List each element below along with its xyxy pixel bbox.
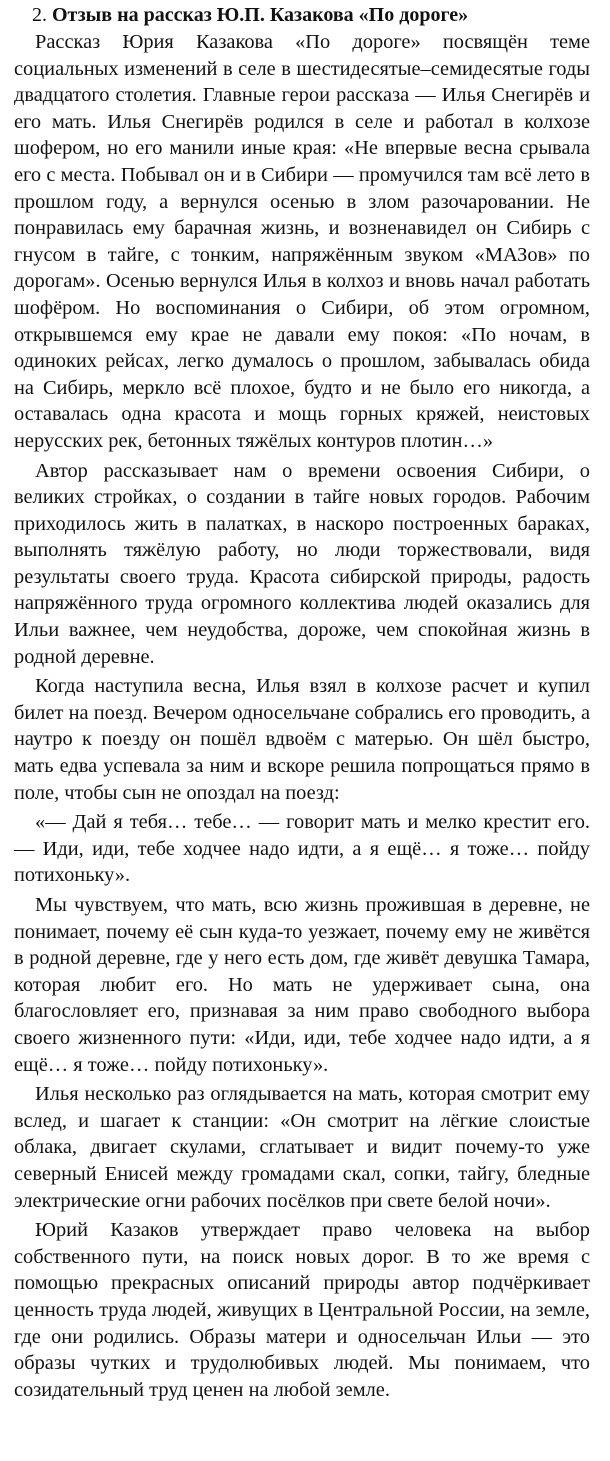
heading-title: Отзыв на рассказ Ю.П. Казакова «По дороге» <box>52 4 469 26</box>
heading-number: 2. <box>32 4 47 26</box>
paragraph-spring: Когда наступила весна, Илья взял в колхозе расчет и купил билет на поезд. Вечером односельчане собрались его проводить, а наутро к поезду он пошёл вдвоём с матерью. Он шёл быстро, мать едва успевала за ним и вскоре решила попрощаться прямо в поле, чтобы сын не опоздал на поезд: <box>14 675 590 804</box>
document-page <box>0 2 610 1461</box>
paragraph-conclusion: Юрий Казаков утверждает право человека на выбор собственного пути, на поиск новых дорог. В то же время с помощью прекрасных описаний природы автор подчёркивает ценность труда людей, живущих в Центральной России, на земле, где они родились. Образы матери и односельчан Ильи — это образы чутких и трудолюбивых людей. Мы понимаем, что созидательный труд ценен на любой земле. <box>14 1219 590 1401</box>
paragraph-intro: Рассказ Юрия Казакова «По дороге» посвящён теме социальных изменений в селе в шестидесятые–семидесятые годы двадцатого столетия. Главные герои рассказа — Илья Снегирёв и его мать. Илья Снегирёв родился в селе и работал в колхозе шофером, но его манили иные края: «Не впервые весна срывала его с места. Побывал он и в Сибири — промучился там всё лето в прошлом году, а вернулся осенью в злом разочаровании. Не понравилась ему барачная жизнь, и возненавидел он Сибирь с гнусом в тайге, с тонким, напряжённым звуком «МАЗов» по дорогам». Осенью вернулся Илья в колхоз и вновь начал работать шофёром. Но воспоминания о Сибири, об этом огромном, открывшемся ему крае не давали ему покоя: «По ночам, в одиноких рейсах, легко думалось о прошлом, забывалась обида на Сибирь, меркло всё плохое, будто и не было его никогда, а оставалась одна красота и мощь горных кряжей, неистовых нерусских рек, бетонных тяжёлых контуров плотин…» <box>14 31 590 452</box>
paragraph-quote-mother: «— Дай я тебя… тебе… — говорит мать и мелко крестит его. — Иди, иди, тебе ходчее надо идти, а я ещё… я тоже… пойду потихоньку». <box>14 811 590 887</box>
paragraph-siberia: Автор рассказывает нам о времени освоения Сибири, о великих стройках, о создании в тайге новых городов. Рабочим приходилось жить в палатках, в наскоро построенных бараках, выполнять тяжёлую работу, но люди торжествовали, видя результаты своего труда. Красота сибирской природы, радость напряжённого труда огромного коллектива людей оказались для Ильи важнее, чем неудобства, дороже, чем спокойная жизнь в родной деревне. <box>14 459 590 668</box>
essay-heading <box>32 2 590 29</box>
paragraph-mother-feelings: Мы чувствуем, что мать, всю жизнь прожившая в деревне, не понимает, почему её сын куда-то уезжает, почему ему не живётся в родной деревне, где у него есть дом, где живёт девушка Тамара, которая любит его. Но мать не удерживает сына, она благословляет его, признавая за ним право свободного выбора своего жизненного пути: «Иди, иди, тебе ходчее надо идти, а я ещё… я тоже… пойду потихоньку». <box>14 894 590 1076</box>
paragraph-station: Илья несколько раз оглядывается на мать, которая смотрит ему вслед, и шагает к станции: «Он смотрит на лёгкие слоистые облака, двигает скулами, сглатывает и видит почему-то уже северный Енисей между громадами скал, сопки, тайгу, бледные электрические огни рабочих посёлков при свете белой ночи». <box>14 1083 590 1212</box>
